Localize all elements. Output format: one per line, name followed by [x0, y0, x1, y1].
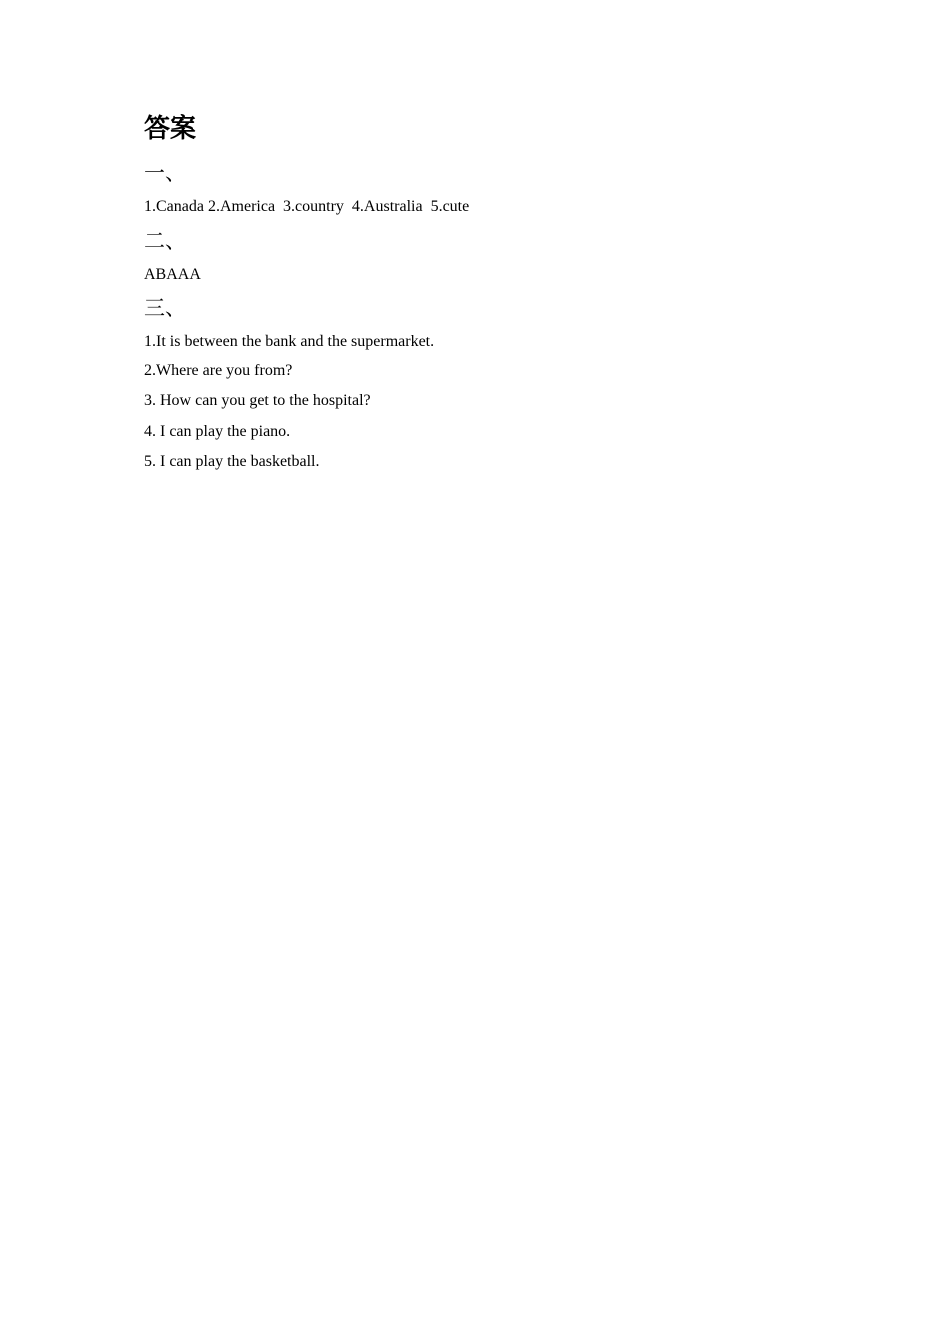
section-3-answer-line: 3. How can you get to the hospital? — [144, 392, 371, 409]
section-heading-3: 三、 — [144, 296, 186, 320]
section-2-answers: ABAAA — [144, 266, 201, 283]
section-3-answer-line: 1.It is between the bank and the supermarket. — [144, 333, 435, 350]
section-heading-2: 二、 — [144, 229, 186, 253]
page-title: 答案 — [144, 114, 197, 144]
section-3-answer-line: 5. I can play the basketball. — [144, 453, 320, 470]
section-3-answer-line: 4. I can play the piano. — [144, 423, 291, 440]
section-3-answer-line: 2.Where are you from? — [144, 362, 293, 379]
section-heading-1: 一、 — [144, 161, 186, 185]
section-1-answers: 1.Canada 2.America 3.country 4.Australia 5.cute — [144, 198, 470, 215]
